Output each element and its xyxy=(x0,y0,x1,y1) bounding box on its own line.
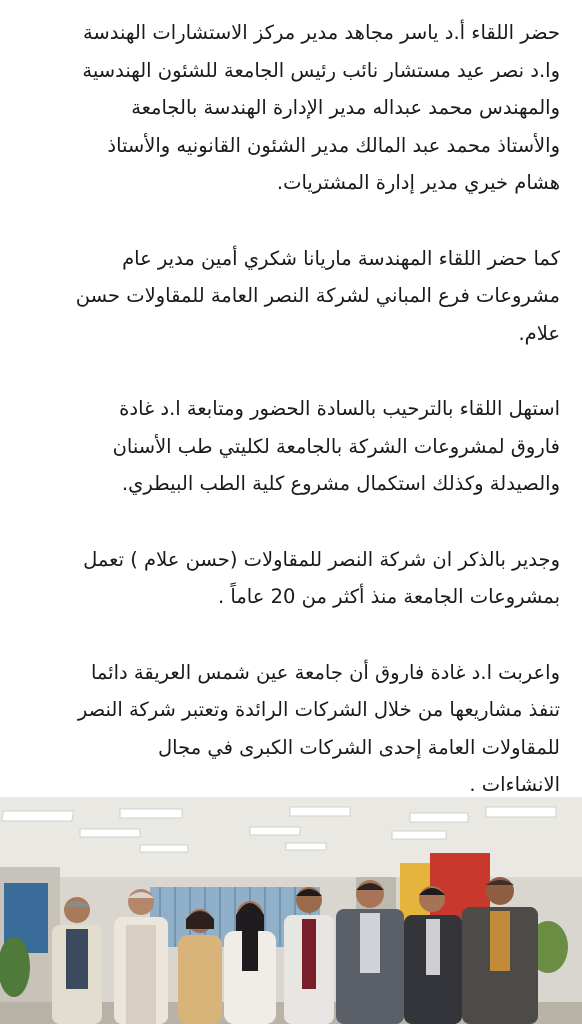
paragraph-history xyxy=(22,541,560,616)
paragraph-opening xyxy=(22,390,560,503)
paragraph-line: تنفذ مشاريعها من خلال الشركات الرائدة وتعتبر شركة النصر xyxy=(77,698,560,721)
article-body xyxy=(22,14,560,842)
paragraph-company-attendee xyxy=(22,240,560,353)
paragraph-line: مشروعات فرع المباني لشركة النصر العامة للمقاولات حسن xyxy=(75,284,560,307)
paragraph-line: وجدير بالذكر ان شركة النصر للمقاولات (حسن علام ) تعمل xyxy=(83,547,560,571)
paragraph-line: هشام خيري مدير إدارة المشتريات. xyxy=(276,171,560,194)
paragraph-line: الانشاءات . xyxy=(469,773,560,796)
paragraph-line: بمشروعات الجامعة منذ أكثر من 20 عاماً . xyxy=(218,585,560,608)
paragraph-line: علام. xyxy=(518,321,560,345)
group-photo xyxy=(0,797,582,1024)
paragraph-line: للمقاولات العامة إحدى الشركات الكبرى في مجال xyxy=(158,735,560,759)
group-photo-drawing xyxy=(0,797,582,1024)
paragraph-line: واعربت ا.د غادة فاروق أن جامعة عين شمس العريقة دائما xyxy=(90,660,560,684)
paragraph-line: استهل اللقاء بالترحيب بالسادة الحضور ومتابعة ا.د غادة xyxy=(119,397,560,420)
paragraph-line: والصيدلة وكذلك استكمال مشروع كلية الطب البيطري. xyxy=(121,472,560,495)
paragraph-line: حضر اللقاء أ.د ياسر مجاهد مدير مركز الاستشارات الهندسة xyxy=(82,21,560,44)
paragraph-closing xyxy=(22,654,560,804)
paragraph-line: وا.د نصر عيد مستشار نائب رئيس الجامعة للشئون الهندسية xyxy=(82,58,560,82)
paragraph-line: كما حضر اللقاء المهندسة ماريانا شكري أمين مدير عام xyxy=(122,246,560,270)
paragraph-attendees xyxy=(22,14,560,202)
paragraph-line: والمهندس محمد عبداله مدير الإدارة الهندسة بالجامعة xyxy=(131,96,560,119)
paragraph-line: والأستاذ محمد عبد المالك مدير الشئون القانونيه والأستاذ xyxy=(107,133,560,157)
paragraph-line: فاروق لمشروعات الشركة بالجامعة لكليتي طب الأسنان xyxy=(112,434,560,458)
